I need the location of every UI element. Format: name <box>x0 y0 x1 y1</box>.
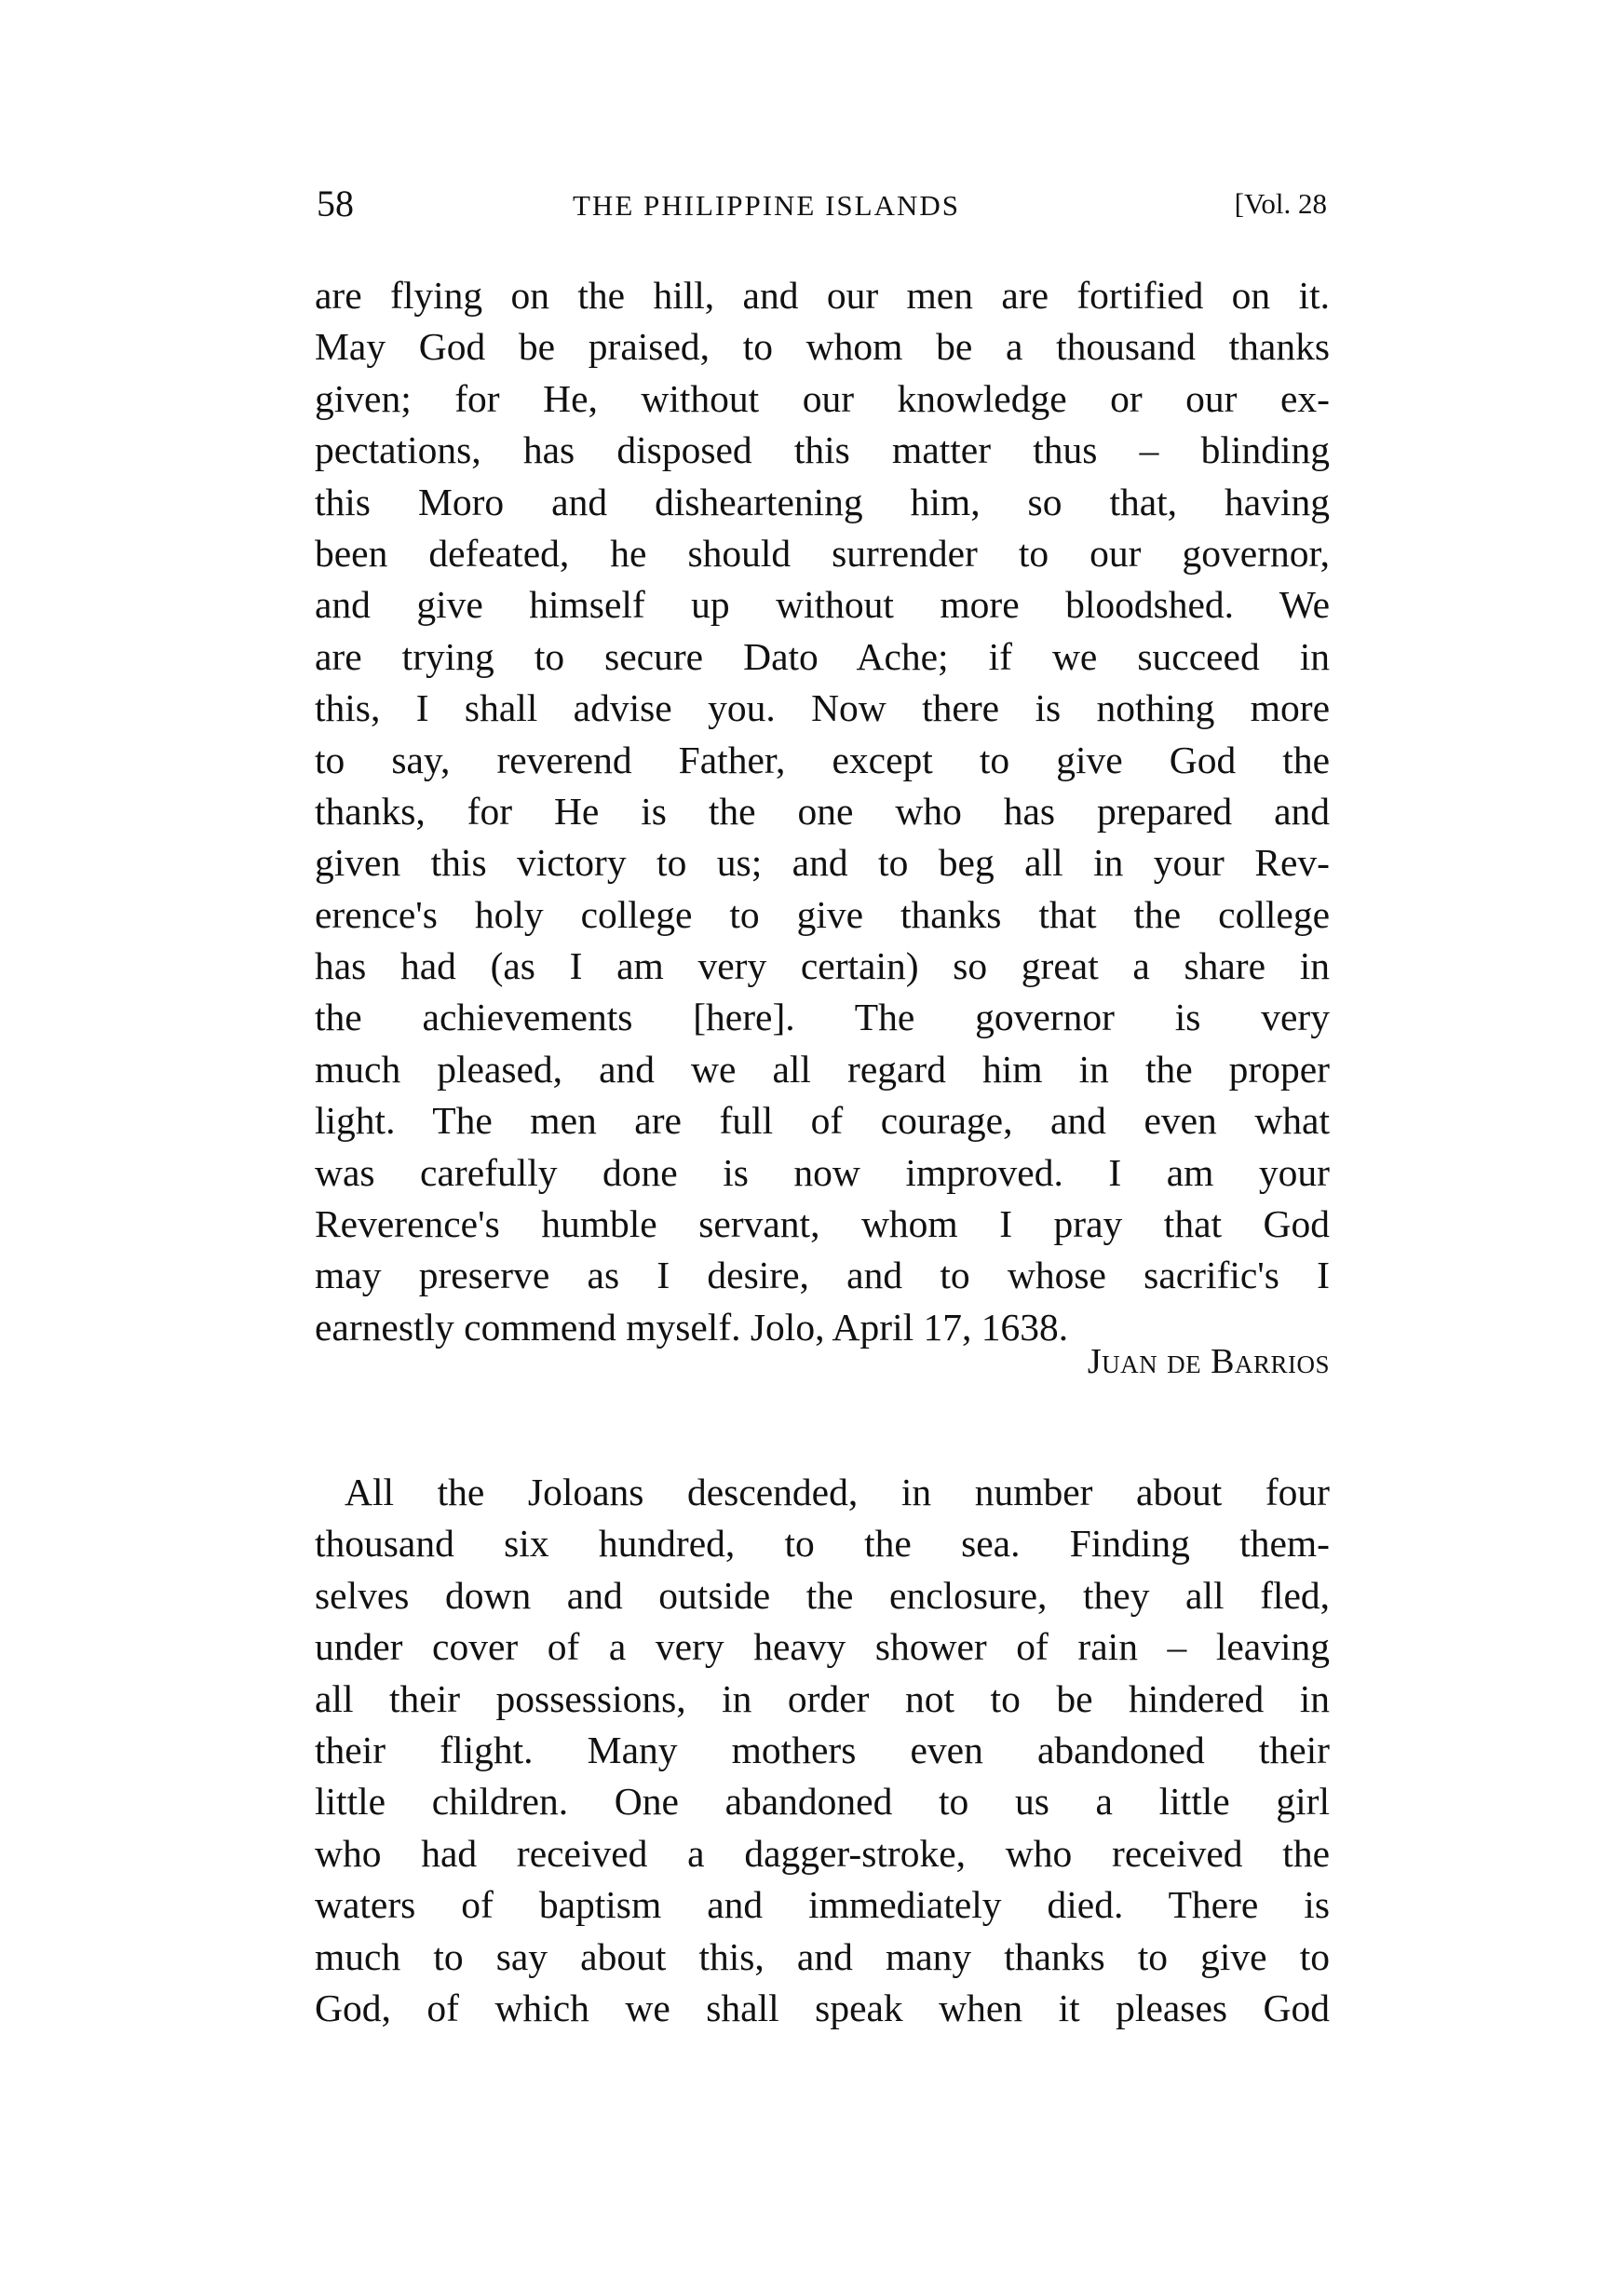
narrative-paragraph <box>315 1467 1330 2034</box>
text-line: given this victory to us; and to beg all in your Rev- <box>315 841 1330 885</box>
text-line: are flying on the hill, and our men are fortified on it. <box>315 274 1330 317</box>
text-line: God, of which we shall speak when it pleases God <box>315 1986 1330 2029</box>
text-line: this, I shall advise you. Now there is nothing more <box>315 686 1330 730</box>
text-line: to say, reverend Father, except to give God the <box>315 738 1330 781</box>
text-line: under cover of a very heavy shower of rain – leaving <box>315 1625 1330 1669</box>
volume-label: [Vol. 28 <box>1234 187 1327 220</box>
text-line: Reverence's humble servant, whom I pray that God <box>315 1202 1330 1246</box>
text-line: selves down and outside the enclosure, they all fled, <box>315 1573 1330 1617</box>
text-line: thousand six hundred, to the sea. Finding them- <box>315 1522 1330 1566</box>
text-line: the achievements [here]. The governor is very <box>315 996 1330 1039</box>
text-line: erence's holy college to give thanks that the college <box>315 892 1330 936</box>
text-line: may preserve as I desire, and to whose sacrific's I <box>315 1254 1330 1297</box>
text-line: are trying to secure Dato Ache; if we succeed in <box>315 634 1330 678</box>
text-line: their flight. Many mothers even abandoned their <box>315 1728 1330 1771</box>
text-line: light. The men are full of courage, and even what <box>315 1099 1330 1143</box>
text-line: been defeated, he should surrender to our governor, <box>315 531 1330 575</box>
text-line: all their possessions, in order not to be hindered in <box>315 1676 1330 1720</box>
text-line: given; for He, without our knowledge or our ex- <box>315 376 1330 420</box>
running-title: THE PHILIPPINE ISLANDS <box>573 189 960 222</box>
text-line: earnestly commend myself. Jolo, April 17, 1638. <box>315 1305 1069 1349</box>
text-line: thanks, for He is the one who has prepared and <box>315 789 1330 833</box>
text-line: much pleased, and we all regard him in the proper <box>315 1047 1330 1091</box>
text-line: this Moro and disheartening him, so that, having <box>315 480 1330 523</box>
text-line: has had (as I am very certain) so great a share in <box>315 944 1330 988</box>
text-line: waters of baptism and immediately died. There is <box>315 1883 1330 1927</box>
running-head <box>317 182 1327 237</box>
letter-paragraph <box>315 270 1330 1353</box>
text-line: who had received a dagger-stroke, who received the <box>315 1831 1330 1875</box>
text-line: much to say about this, and many thanks to give to <box>315 1934 1330 1978</box>
text-line: pectations, has disposed this matter thus – blinding <box>315 428 1330 472</box>
signature: Juan de Barrios <box>1087 1342 1330 1381</box>
text-line: was carefully done is now improved. I am your <box>315 1150 1330 1194</box>
page-number: 58 <box>317 183 354 224</box>
text-line: May God be praised, to whom be a thousand thanks <box>315 325 1330 369</box>
text-line: All the Joloans descended, in number about four <box>345 1471 1330 1513</box>
text-line: little children. One abandoned to us a little girl <box>315 1780 1330 1824</box>
text-line: and give himself up without more bloodshed. We <box>315 583 1330 627</box>
